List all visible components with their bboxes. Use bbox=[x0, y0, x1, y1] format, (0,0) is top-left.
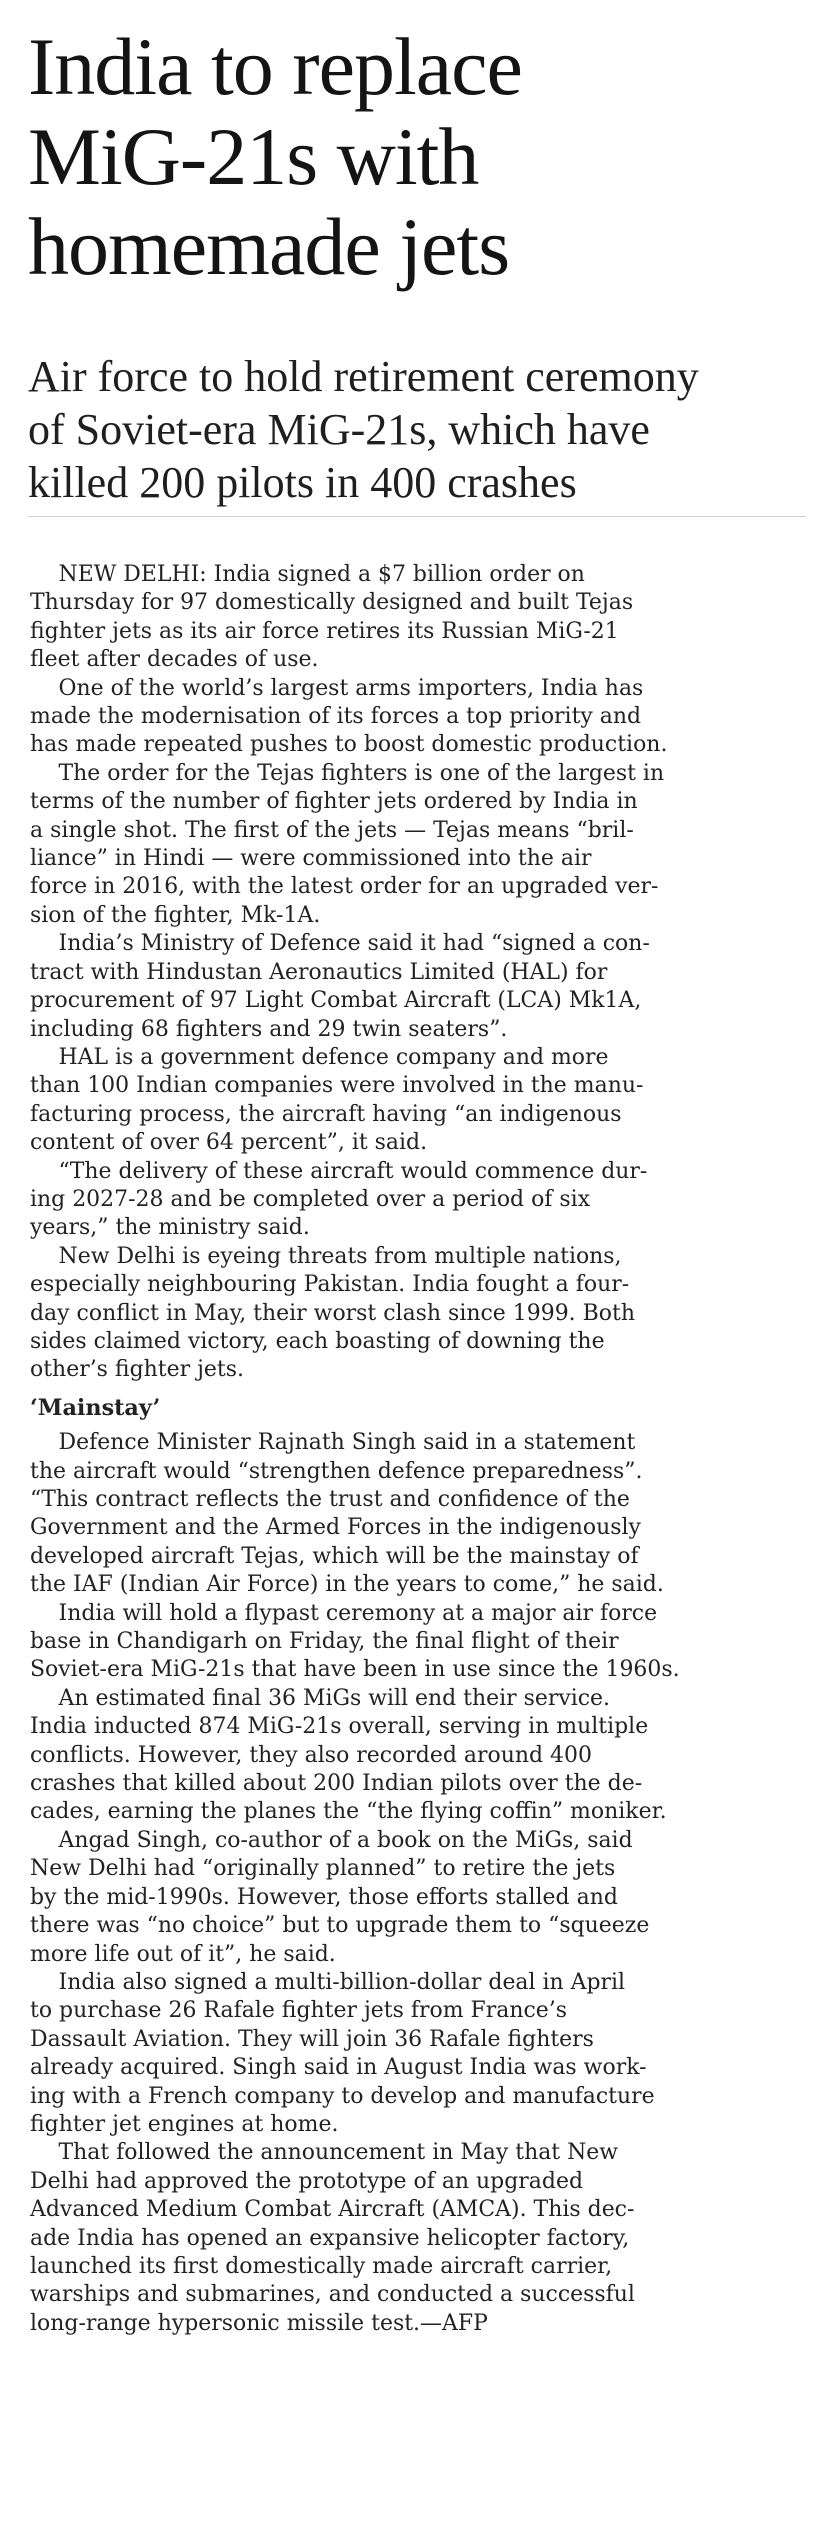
subheadline-line: Air force to hold retirement ceremony bbox=[28, 352, 699, 401]
text-line: cades, earning the planes the “the flying coffin” moniker. bbox=[30, 1798, 667, 1825]
text-line: sides claimed victory, each boasting of downing the bbox=[30, 1327, 605, 1354]
article-body bbox=[30, 560, 820, 2337]
text-line: base in Chandigarh on Friday, the final flight of their bbox=[30, 1628, 619, 1655]
text-line: years,” the ministry said. bbox=[30, 1214, 310, 1241]
text-line: day conflict in May, their worst clash since 1999. Both bbox=[30, 1299, 635, 1326]
text-line: That followed the announcement in May that New bbox=[58, 2139, 619, 2166]
text-line: Defence Minister Rajnath Singh said in a statement bbox=[58, 1429, 636, 1456]
text-line: India inducted 874 MiG-21s overall, serving in multiple bbox=[30, 1713, 649, 1740]
text-line: terms of the number of fighter jets ordered by India in bbox=[30, 788, 638, 815]
section-crosshead: ‘Mainstay’ bbox=[30, 1394, 161, 1421]
paragraph bbox=[30, 1242, 820, 1384]
text-line: force in 2016, with the latest order for an upgraded ver- bbox=[30, 873, 659, 900]
text-line: conflicts. However, they also recorded around 400 bbox=[30, 1741, 592, 1768]
text-line: especially neighbouring Pakistan. India fought a four- bbox=[30, 1271, 630, 1298]
text-line: fleet after decades of use. bbox=[30, 646, 319, 673]
paragraph bbox=[30, 1043, 820, 1157]
headline-line: India to replace bbox=[28, 21, 522, 112]
text-line: India’s Ministry of Defence said it had “signed a con- bbox=[58, 930, 650, 957]
paragraph bbox=[30, 2138, 820, 2337]
paragraph bbox=[30, 1157, 820, 1242]
text-line: than 100 Indian companies were involved in the manu- bbox=[30, 1072, 644, 1099]
text-line: New Delhi is eyeing threats from multiple nations, bbox=[58, 1242, 622, 1269]
text-line: Delhi had approved the prototype of an upgraded bbox=[30, 2167, 584, 2194]
text-line: NEW DELHI: India signed a $7 billion order on bbox=[58, 561, 585, 587]
subheadline bbox=[28, 350, 818, 509]
text-line: An estimated final 36 MiGs will end their service. bbox=[58, 1684, 610, 1711]
headline bbox=[28, 22, 808, 292]
paragraph bbox=[30, 560, 820, 674]
text-line: The order for the Tejas fighters is one of the largest in bbox=[58, 759, 665, 786]
text-line: “The delivery of these aircraft would commence dur- bbox=[58, 1157, 648, 1184]
text-line: ing 2027-28 and be completed over a period of six bbox=[30, 1185, 591, 1212]
text-line: other’s fighter jets. bbox=[30, 1356, 244, 1383]
text-line: Dassault Aviation. They will join 36 Rafale fighters bbox=[30, 2025, 594, 2052]
text-line: there was “no choice” but to upgrade them to “squeeze bbox=[30, 1912, 650, 1939]
divider bbox=[28, 516, 806, 517]
paragraph bbox=[30, 1684, 820, 1826]
text-line: New Delhi had “originally planned” to retire the jets bbox=[30, 1855, 616, 1882]
text-line: Soviet-era MiG-21s that have been in use since the 1960s. bbox=[30, 1656, 680, 1683]
text-line: a single shot. The first of the jets — Tejas means “bril- bbox=[30, 816, 634, 843]
text-line: Government and the Armed Forces in the indigenously bbox=[30, 1514, 641, 1541]
text-line: Advanced Medium Combat Aircraft (AMCA). This dec- bbox=[30, 2196, 635, 2223]
text-line: liance” in Hindi — were commissioned into the air bbox=[30, 845, 592, 872]
paragraph bbox=[30, 1428, 820, 1598]
subheadline-line: killed 200 pilots in 400 crashes bbox=[28, 458, 577, 507]
text-line: long-range hypersonic missile test.—AFP bbox=[30, 2309, 488, 2336]
text-line: India also signed a multi-billion-dollar deal in April bbox=[58, 1968, 626, 1995]
text-line: warships and submarines, and conducted a successful bbox=[30, 2281, 635, 2308]
paragraph bbox=[30, 674, 820, 759]
text-line: developed aircraft Tejas, which will be the mainstay of bbox=[30, 1542, 639, 1569]
text-line: by the mid-1990s. However, those efforts stalled and bbox=[30, 1883, 618, 1910]
text-line: ade India has opened an expansive helicopter factory, bbox=[30, 2224, 630, 2251]
text-line: to purchase 26 Rafale fighter jets from France’s bbox=[30, 1997, 568, 2024]
headline-line: homemade jets bbox=[28, 201, 510, 292]
text-line: the aircraft would “strengthen defence preparedness”. bbox=[30, 1457, 643, 1484]
paragraph bbox=[30, 1826, 820, 1968]
text-line: crashes that killed about 200 Indian pilots over the de- bbox=[30, 1770, 643, 1797]
text-line: already acquired. Singh said in August India was work- bbox=[30, 2054, 647, 2081]
text-line: made the modernisation of its forces a top priority and bbox=[30, 703, 642, 730]
text-line: HAL is a government defence company and more bbox=[58, 1043, 609, 1070]
text-line: India will hold a flypast ceremony at a major air force bbox=[58, 1599, 658, 1626]
paragraph bbox=[30, 1968, 820, 2138]
text-line: “This contract reflects the trust and confidence of the bbox=[30, 1486, 630, 1512]
text-line: One of the world’s largest arms importers, India has bbox=[58, 674, 644, 701]
paragraph bbox=[30, 929, 820, 1043]
text-line: Angad Singh, co-author of a book on the MiGs, said bbox=[58, 1826, 633, 1853]
text-line: fighter jet engines at home. bbox=[30, 2110, 339, 2137]
text-line: procurement of 97 Light Combat Aircraft (LCA) Mk1A, bbox=[30, 987, 642, 1014]
text-line: has made repeated pushes to boost domestic production. bbox=[30, 731, 668, 758]
text-line: launched its first domestically made aircraft carrier, bbox=[30, 2252, 613, 2279]
text-line: sion of the fighter, Mk-1A. bbox=[30, 901, 321, 928]
text-line: facturing process, the aircraft having “an indigenous bbox=[30, 1100, 622, 1127]
text-line: tract with Hindustan Aeronautics Limited (HAL) for bbox=[30, 958, 608, 985]
text-line: Thursday for 97 domestically designed and built Tejas bbox=[30, 589, 634, 616]
text-line: content of over 64 percent”, it said. bbox=[30, 1129, 428, 1156]
text-line: ing with a French company to develop and manufacture bbox=[30, 2082, 655, 2109]
text-line: including 68 fighters and 29 twin seaters”. bbox=[30, 1015, 508, 1042]
text-line: more life out of it”, he said. bbox=[30, 1940, 336, 1967]
text-line: the IAF (Indian Air Force) in the years to come,” he said. bbox=[30, 1571, 664, 1598]
paragraph bbox=[30, 1599, 820, 1684]
text-line: fighter jets as its air force retires its Russian MiG-21 bbox=[30, 617, 619, 644]
paragraph bbox=[30, 759, 820, 929]
headline-line: MiG-21s with bbox=[28, 111, 479, 202]
subheadline-line: of Soviet-era MiG-21s, which have bbox=[28, 405, 650, 454]
